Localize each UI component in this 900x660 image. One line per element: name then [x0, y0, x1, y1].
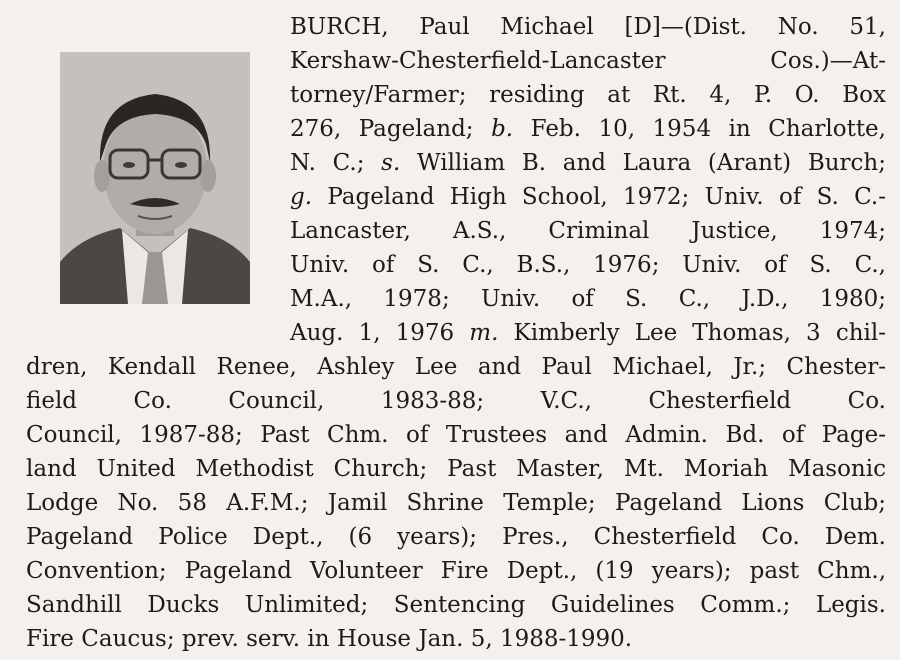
portrait-photo — [60, 52, 250, 304]
bio-line-2: Kershaw-Chesterfield-Lancaster Cos.)—At- — [290, 48, 886, 74]
bio-line-8: Univ. of S. C., B.S., 1976; Univ. of S. C., — [290, 252, 886, 278]
bio-line-12: field Co. Council, 1983-88; V.C., Chesterfield Co. — [26, 388, 886, 414]
bio-line-15: Lodge No. 58 A.F.M.; Jamil Shrine Temple; Pageland Lions Club; — [26, 490, 886, 516]
bio-line-16: Pageland Police Dept., (6 years); Pres., Chesterfield Co. Dem. — [26, 524, 886, 550]
bio-line-14: land United Methodist Church; Past Master, Mt. Moriah Masonic — [26, 456, 886, 482]
portrait-image — [60, 52, 250, 304]
bio-line-13: Council, 1987-88; Past Chm. of Trustees and Admin. Bd. of Page- — [26, 422, 886, 448]
bio-line-11: dren, Kendall Renee, Ashley Lee and Paul Michael, Jr.; Chester- — [26, 354, 886, 380]
bio-line-3: torney/Farmer; residing at Rt. 4, P. O. Box — [290, 82, 886, 108]
bio-line-17: Convention; Pageland Volunteer Fire Dept., (19 years); past Chm., — [26, 558, 886, 584]
bio-line-5: N. C.; s. William B. and Laura (Arant) Burch; — [290, 150, 886, 176]
bio-line-18: Sandhill Ducks Unlimited; Sentencing Guidelines Comm.; Legis. — [26, 592, 886, 618]
bio-line-1: BURCH, Paul Michael [D]—(Dist. No. 51, — [290, 14, 886, 40]
bio-line-7: Lancaster, A.S., Criminal Justice, 1974; — [290, 218, 886, 244]
bio-line-10: Aug. 1, 1976 m. Kimberly Lee Thomas, 3 chil- — [290, 320, 886, 346]
bio-line-4: 276, Pageland; b. Feb. 10, 1954 in Charlotte, — [290, 116, 886, 142]
bio-line-9: M.A., 1978; Univ. of S. C., J.D., 1980; — [290, 286, 886, 312]
bio-line-19: Fire Caucus; prev. serv. in House Jan. 5, 1988-1990. — [26, 626, 633, 652]
bio-line-6: g. Pageland High School, 1972; Univ. of S. C.- — [290, 184, 886, 210]
